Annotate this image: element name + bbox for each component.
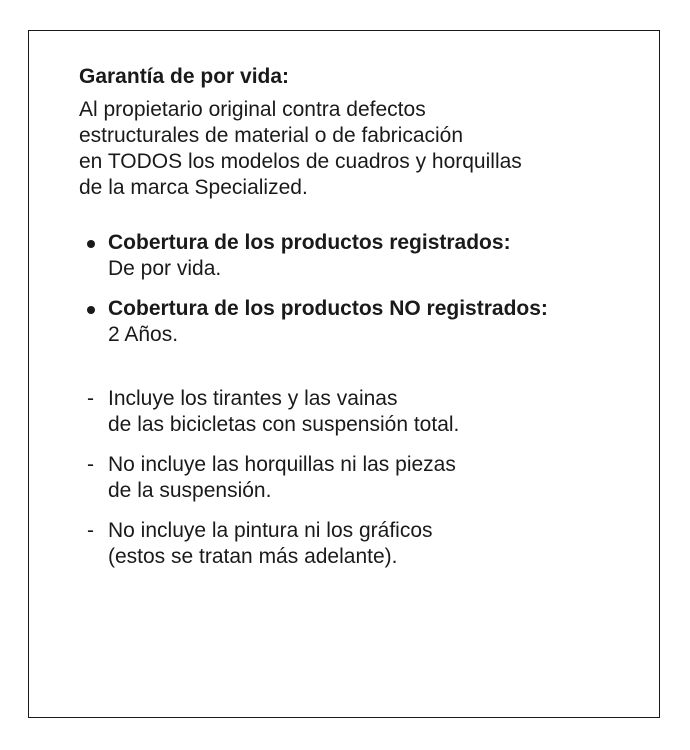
note-line: de la suspensión. [108, 479, 272, 502]
dash-marker: - [87, 387, 94, 410]
coverage-item-registered [79, 230, 639, 282]
dash-marker: - [87, 519, 94, 542]
notes-list [79, 386, 639, 570]
warranty-intro [79, 97, 639, 201]
note-line: de las bicicletas con suspensión total. [108, 413, 460, 436]
note-item [79, 452, 639, 504]
warranty-content [79, 61, 639, 584]
note-line: (estos se tratan más adelante). [108, 545, 398, 568]
intro-line: Al propietario original contra defectos [79, 98, 426, 121]
intro-line: de la marca Specialized. [79, 176, 308, 199]
coverage-value: 2 Años. [108, 323, 179, 346]
warranty-heading: Garantía de por vida: [79, 65, 290, 88]
note-line: No incluye las horquillas ni las piezas [108, 453, 456, 476]
note-line: No incluye la pintura ni los gráficos [108, 519, 433, 542]
note-item [79, 386, 639, 438]
dash-marker: - [87, 453, 94, 476]
coverage-value: De por vida. [108, 257, 222, 280]
note-item [79, 518, 639, 570]
intro-line: en TODOS los modelos de cuadros y horquillas [79, 150, 522, 173]
intro-line: estructurales de material o de fabricación [79, 124, 464, 147]
coverage-list [79, 230, 639, 348]
coverage-title: Cobertura de los productos registrados: [108, 231, 511, 254]
warranty-box [28, 30, 660, 718]
coverage-title: Cobertura de los productos NO registrados: [108, 297, 548, 320]
coverage-item-unregistered [79, 296, 639, 348]
note-line: Incluye los tirantes y las vainas [108, 387, 398, 410]
